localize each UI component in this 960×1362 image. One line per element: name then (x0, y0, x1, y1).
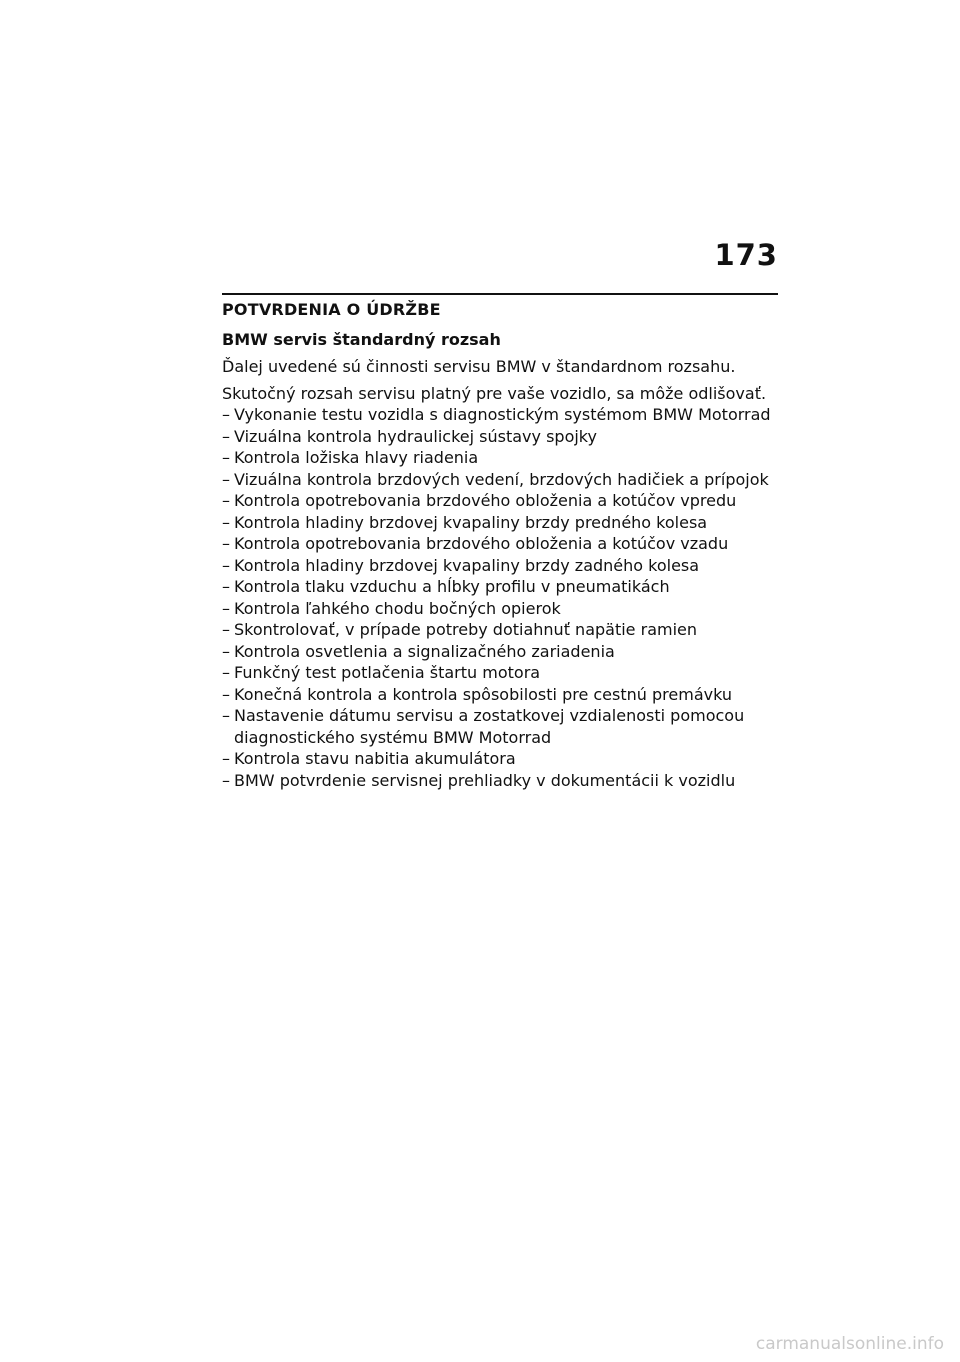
service-task-item: – Vizuálna kontrola brzdových vedení, brzdových hadičiek a prípojok (222, 469, 778, 491)
section-subtitle: BMW servis štandardný rozsah (222, 330, 501, 349)
service-task-item: – Skontrolovať, v prípade potreby dotiahnuť napätie ramien (222, 619, 778, 641)
scope-note: Skutočný rozsah servisu platný pre vaše vozidlo, sa môže odlišovať. (222, 383, 767, 403)
service-task-item: – Kontrola opotrebovania brzdového obloženia a kotúčov vzadu (222, 533, 778, 555)
service-task-item: – Kontrola ľahkého chodu bočných opierok (222, 598, 778, 620)
service-task-item: – Kontrola stavu nabitia akumulátora (222, 748, 778, 770)
service-task-item: – BMW potvrdenie servisnej prehliadky v dokumentácii k vozidlu (222, 770, 778, 792)
service-task-item: – Kontrola tlaku vzduchu a hĺbky profilu v pneumatikách (222, 576, 778, 598)
service-task-item: – Kontrola ložiska hlavy riadenia (222, 447, 778, 469)
page-content (222, 298, 778, 791)
service-task-item: – Kontrola osvetlenia a signalizačného zariadenia (222, 641, 778, 663)
header-rule (222, 293, 778, 295)
service-task-item: – Nastavenie dátumu servisu a zostatkovej vzdialenosti pomocou diagnostického systému BMW Motorrad (222, 705, 778, 748)
intro-paragraph: Ďalej uvedené sú činnosti servisu BMW v štandardnom rozsahu. (222, 357, 736, 376)
watermark-text: carmanualsonline.info (755, 1334, 944, 1354)
service-task-item: – Vykonanie testu vozidla s diagnostickým systémom BMW Motorrad (222, 404, 778, 426)
service-task-item: – Kontrola hladiny brzdovej kvapaliny brzdy zadného kolesa (222, 555, 778, 577)
service-task-item: – Kontrola opotrebovania brzdového obloženia a kotúčov vpredu (222, 490, 778, 512)
section-title: POTVRDENIA O ÚDRŽBE (222, 300, 441, 319)
service-task-item: – Funkčný test potlačenia štartu motora (222, 662, 778, 684)
service-task-item: – Kontrola hladiny brzdovej kvapaliny brzdy predného kolesa (222, 512, 778, 534)
service-task-item: – Vizuálna kontrola hydraulickej sústavy spojky (222, 426, 778, 448)
service-task-list (222, 404, 778, 791)
service-task-item: – Konečná kontrola a kontrola spôsobilosti pre cestnú premávku (222, 684, 778, 706)
page-number: 173 (714, 238, 778, 272)
